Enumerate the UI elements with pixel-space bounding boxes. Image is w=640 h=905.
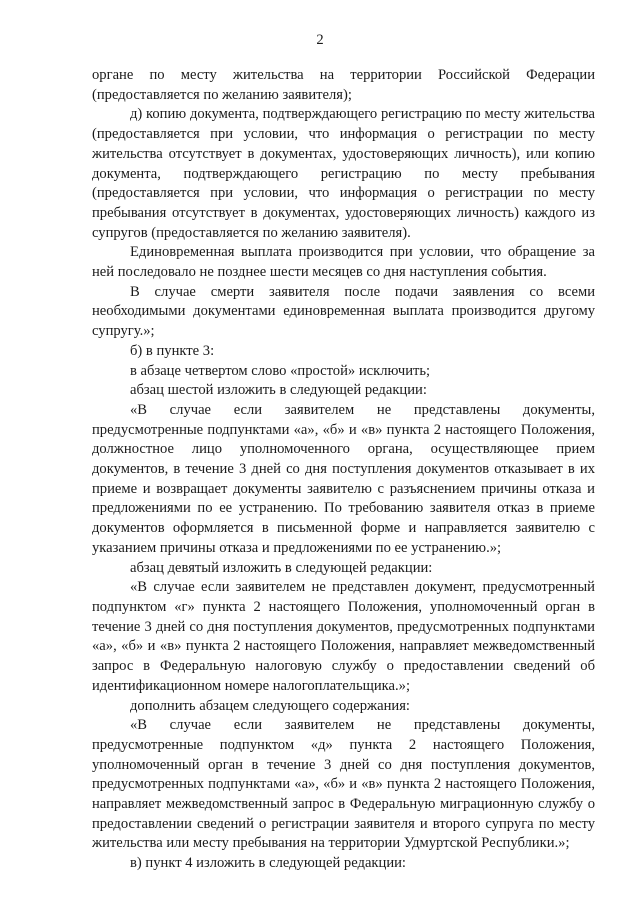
paragraph-item-v-point-4: в) пункт 4 изложить в следующей редакции: [130, 855, 406, 872]
paragraph-payment-condition: Единовременная выплата производится при условии, что обращение за ней последовало не позднее шести месяцев со дня наступления события. [92, 244, 595, 281]
paragraph-continuation: органе по месту жительства на территории Российской Федерации (предоставляется по желанию заявителя); [92, 67, 595, 103]
paragraph-sixth-abzac-quote: «В случае если заявителем не представлены документы, предусмотренные подпунктами «а», «б» и «в» пункта 2 настоящего Положения, должностное лицо уполномоченного органа, осуществляющее прием документов, в течение 3 дней со дня поступления документов отказывает в их приеме и возвращает документы заявителю с разъяснением причины отказа и предложениями по ее устранению. По требованию заявителя отказ в приеме документов оформляется в письменной форме и направляется заявителю с указанием причины отказа и предложениями по ее устранению.»; [92, 401, 595, 556]
paragraph-sixth-abzac-intro: абзац шестой изложить в следующей редакции: [130, 382, 427, 399]
paragraph-add-abzac-intro: дополнить абзацем следующего содержания: [130, 697, 410, 714]
paragraph-ninth-abzac-quote: «В случае если заявителем не представлен документ, предусмотренный подпунктом «г» пункта 2 настоящего Положения, уполномоченный орган в течение 3 дней со дня поступления документов, предусмотренных подпунктами «а», «б» и «в» пункта 2 настоящего Положения, направляет межведомственный запрос в Федеральную налоговую службу о предоставлении сведений об идентификационном номере налогоплательщика.»; [92, 579, 595, 694]
paragraph-death-case: В случае смерти заявителя после подачи заявления со всеми необходимыми документами единовременная выплата производится другому супругу.»; [92, 283, 595, 340]
paragraph-add-abzac-quote: «В случае если заявителем не представлены документы, предусмотренные подпунктом «д» пункта 2 настоящего Положения, уполномоченный орган в течение 3 дней со дня поступления документов, предусмотренных подпунктами «а», «б» и «в» пункта 2 настоящего Положения, направляет межведомственный запрос в Федеральную миграционную службу о предоставлении сведений о регистрации заявителя и второго супруга по месту жительства или месту пребывания на территории Удмуртской Республики.»; [92, 717, 595, 852]
paragraph-item-d: д) копию документа, подтверждающего регистрацию по месту жительства (предоставляется при условии, что информация о регистрации по месту жительства отсутствует в документах, удостоверяющих личность), или копию документа, подтверждающего регистрацию по месту пребывания (предоставляется при условии, что информация о регистрации по месту пребывания отсутствует в документах, удостоверяющих личность) каждого из супругов (предоставляется по желанию заявителя). [92, 106, 595, 241]
paragraph-ninth-abzac-intro: абзац девятый изложить в следующей редакции: [130, 559, 433, 576]
paragraph-item-b-point-3: б) в пункте 3: [130, 342, 215, 359]
document-body [92, 66, 595, 874]
paragraph-fourth-abzac: в абзаце четвертом слово «простой» исключить; [130, 362, 431, 379]
page-number: 2 [316, 32, 324, 48]
